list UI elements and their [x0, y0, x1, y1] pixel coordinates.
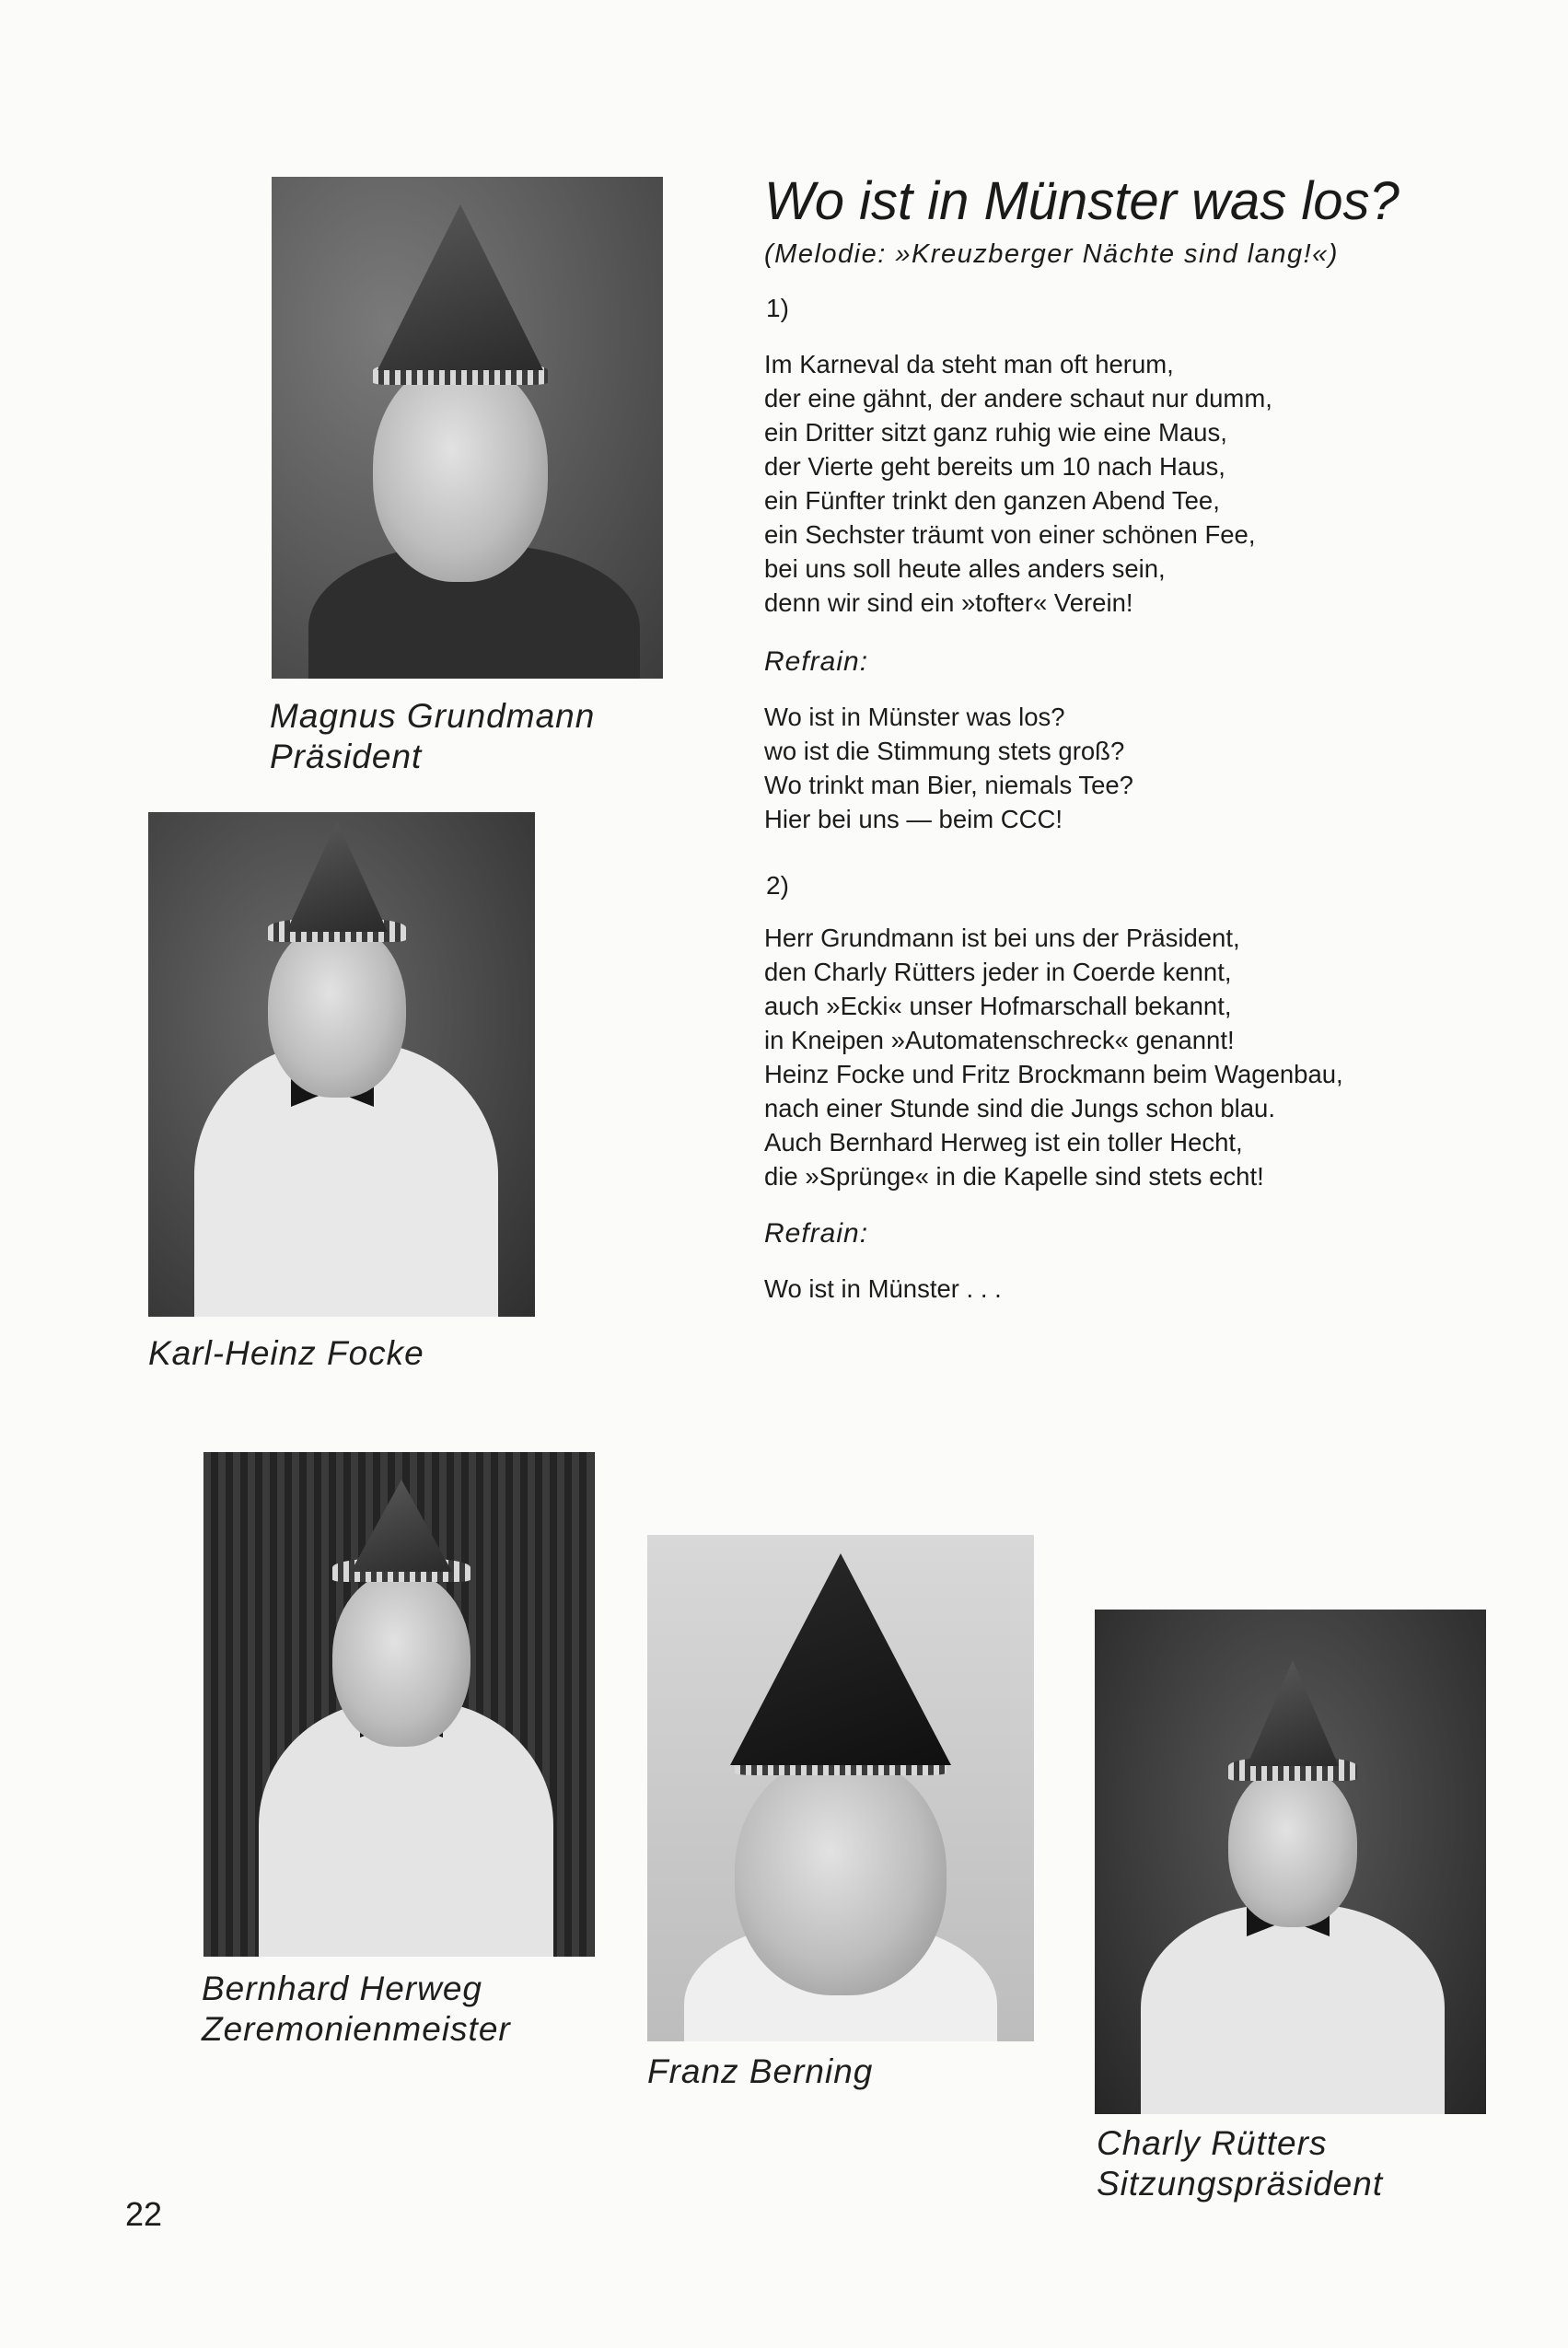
refrain — [764, 700, 1133, 836]
verse-line: ein Dritter sitzt ganz ruhig wie eine Maus, — [764, 418, 1227, 447]
verse-line: ein Sechster träumt von einer schönen Fee, — [764, 520, 1256, 549]
photo-karl-heinz-focke — [148, 812, 535, 1317]
song-title: Wo ist in Münster was los? — [764, 171, 1400, 231]
verse-line: den Charly Rütters jeder in Coerde kennt, — [764, 958, 1232, 986]
verse-line: Heinz Focke und Fritz Brockmann beim Wagenbau, — [764, 1060, 1343, 1088]
verse-line: die »Sprünge« in die Kapelle sind stets echt! — [764, 1162, 1264, 1191]
verse-2-number: 2) — [766, 871, 789, 900]
refrain-line: Wo ist in Münster was los? — [764, 703, 1065, 731]
verse-line: in Kneipen »Automatenschreck« genannt! — [764, 1026, 1235, 1054]
verse-line: der eine gähnt, der andere schaut nur dumm, — [764, 384, 1272, 413]
verse-1-number: 1) — [766, 294, 789, 322]
verse-line: auch »Ecki« unser Hofmarschall bekannt, — [764, 992, 1232, 1020]
caption-herweg-name: Bernhard Herweg — [202, 1970, 482, 2007]
verse-line: nach einer Stunde sind die Jungs schon blau. — [764, 1094, 1275, 1122]
refrain-line: wo ist die Stimmung stets groß? — [764, 737, 1125, 765]
verse-1 — [764, 347, 1272, 620]
photo-franz-berning — [647, 1535, 1034, 2041]
song-melody: (Melodie: »Kreuzberger Nächte sind lang!«) — [764, 239, 1339, 269]
verse-line: Herr Grundmann ist bei uns der Präsident, — [764, 924, 1240, 952]
verse-line: denn wir sind ein »tofter« Verein! — [764, 588, 1133, 617]
caption-grundmann-role: Präsident — [270, 738, 423, 775]
refrain-2-line: Wo ist in Münster . . . — [764, 1274, 1002, 1303]
verse-line: der Vierte geht bereits um 10 nach Haus, — [764, 452, 1225, 481]
caption-ruetters-name: Charly Rütters — [1097, 2124, 1328, 2162]
photo-bernhard-herweg — [203, 1452, 595, 1957]
caption-ruetters-role: Sitzungspräsident — [1097, 2165, 1384, 2203]
photo-magnus-grundmann — [272, 177, 663, 679]
verse-line: bei uns soll heute alles anders sein, — [764, 554, 1166, 583]
caption-focke: Karl-Heinz Focke — [148, 1334, 424, 1372]
refrain-2-label: Refrain: — [764, 1218, 869, 1249]
caption-herweg-role: Zeremonienmeister — [202, 2010, 511, 2048]
photo-charly-ruetters — [1095, 1610, 1486, 2114]
caption-berning: Franz Berning — [647, 2052, 874, 2090]
refrain-label: Refrain: — [764, 646, 869, 677]
caption-grundmann-name: Magnus Grundmann — [270, 697, 596, 735]
refrain-line: Wo trinkt man Bier, niemals Tee? — [764, 771, 1133, 799]
verse-2 — [764, 921, 1343, 1193]
verse-line: Auch Bernhard Herweg ist ein toller Hecht, — [764, 1128, 1243, 1157]
refrain-line: Hier bei uns — beim CCC! — [764, 805, 1063, 833]
verse-line: Im Karneval da steht man oft herum, — [764, 350, 1174, 378]
verse-line: ein Fünfter trinkt den ganzen Abend Tee, — [764, 486, 1220, 515]
page-number: 22 — [125, 2195, 163, 2233]
